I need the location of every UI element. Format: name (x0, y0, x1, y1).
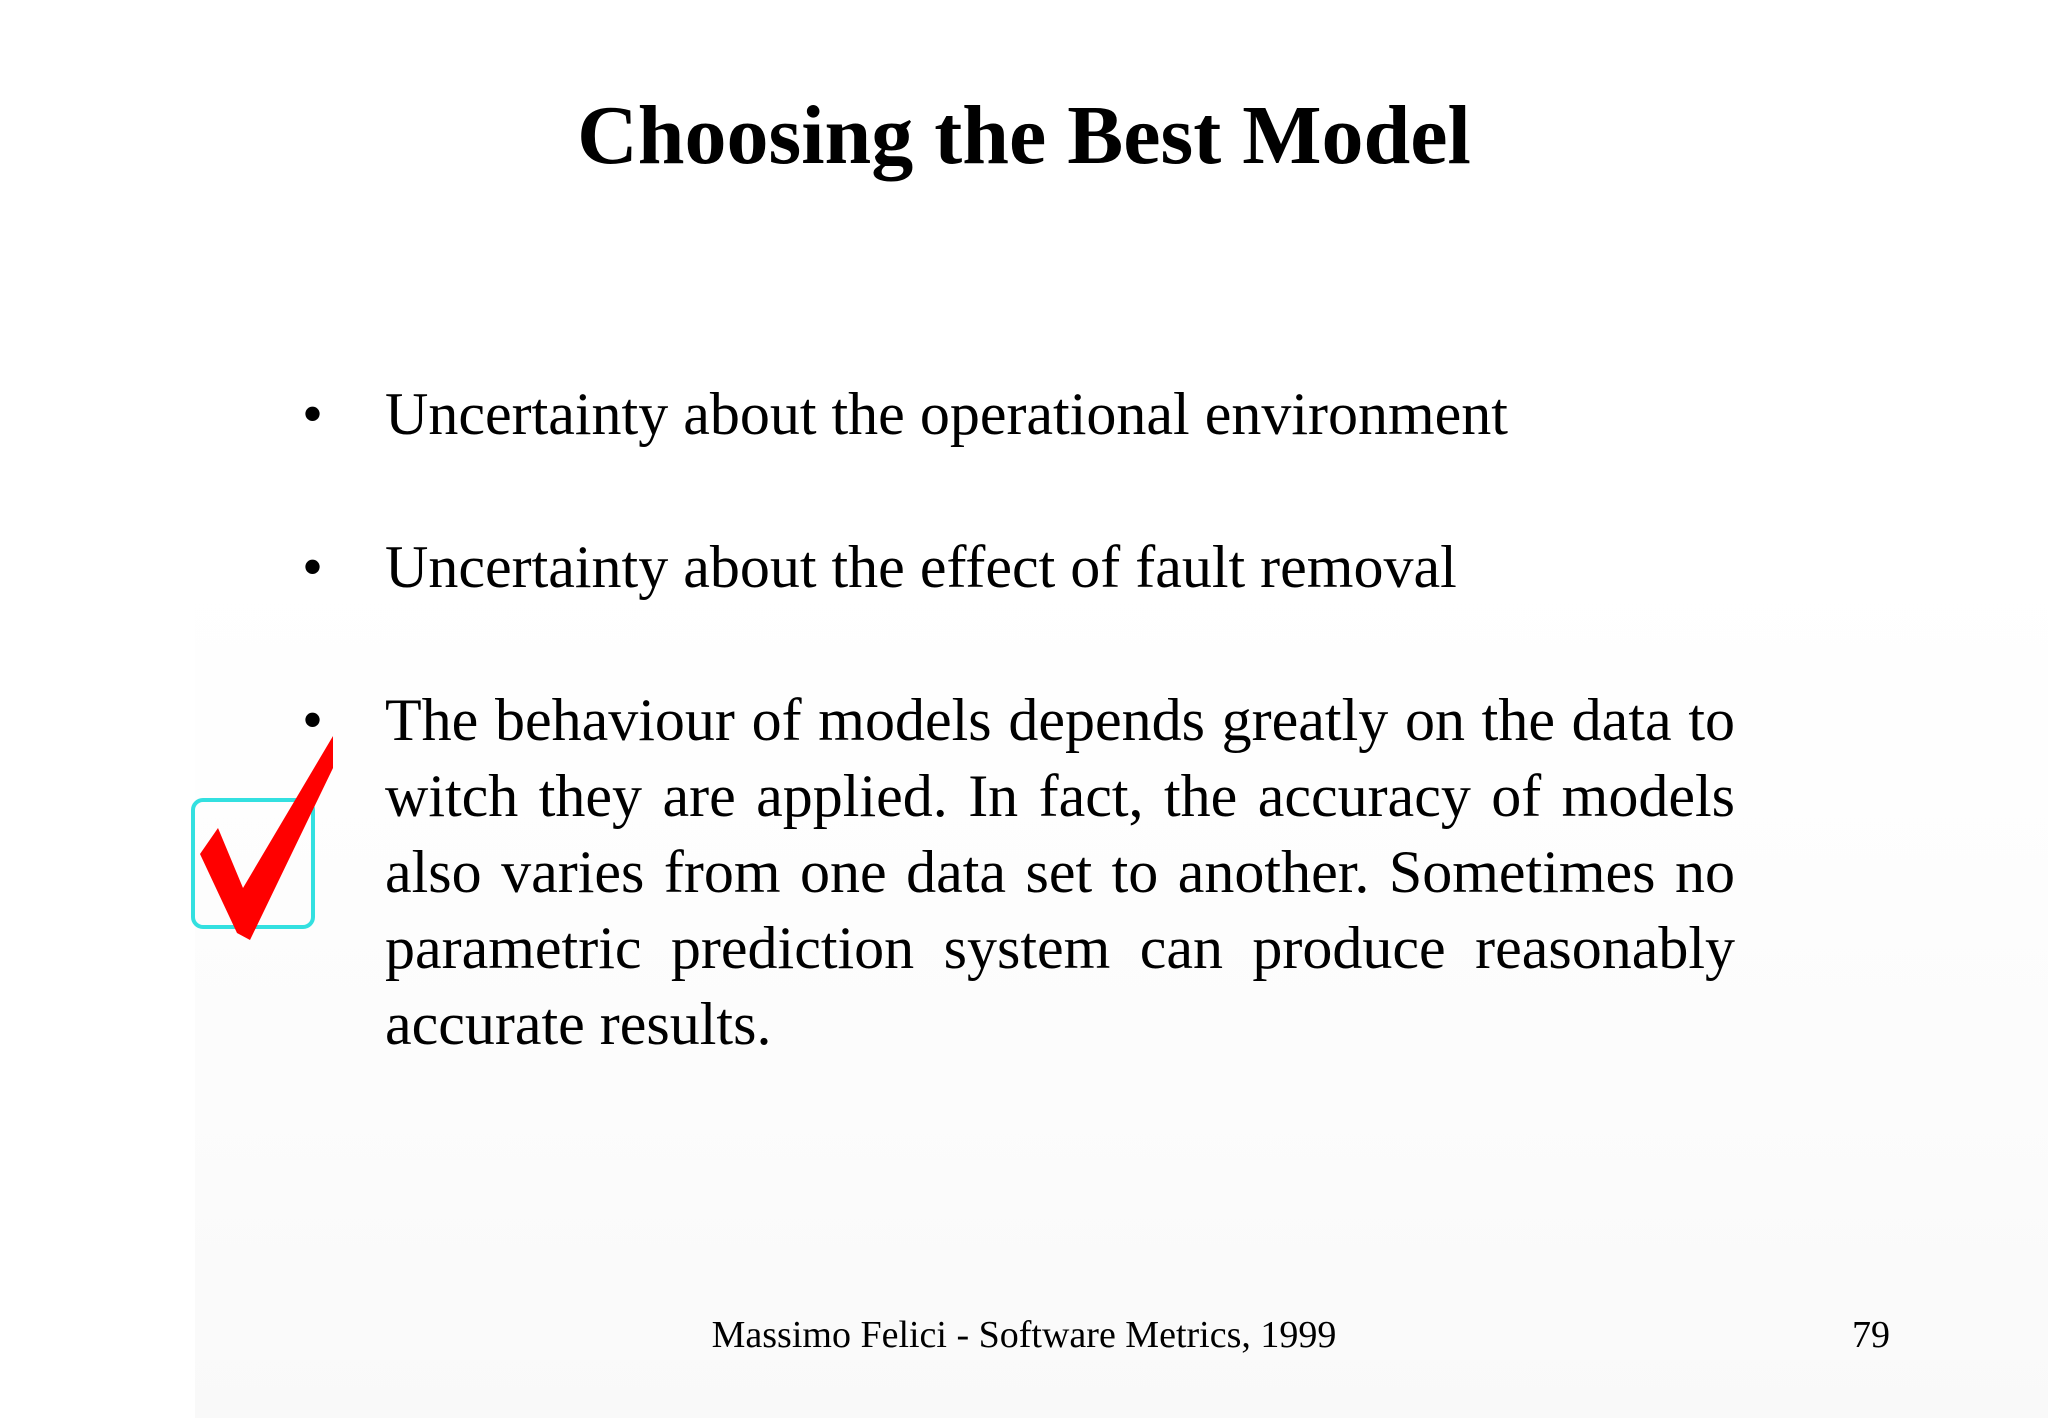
page-number: 79 (1852, 1314, 1890, 1356)
slide-title: Choosing the Best Model (577, 89, 1471, 182)
bullet-text: The behaviour of models depends greatly on the data to witch they are applied. In fact, the accuracy of models also varies from one data set to another. Sometimes no parametric prediction system can produce reasonably accurate results. (385, 687, 1735, 1057)
bullet-text: Uncertainty about the operational environment (385, 381, 1508, 447)
bullet-dot: • (302, 534, 324, 600)
footer-credit: Massimo Felici - Software Metrics, 1999 (711, 1314, 1337, 1356)
bullet-dot: • (302, 381, 324, 447)
bullet-text: Uncertainty about the effect of fault removal (385, 534, 1457, 600)
checked-box-icon (188, 728, 338, 948)
bullet-dot: • (302, 687, 324, 753)
